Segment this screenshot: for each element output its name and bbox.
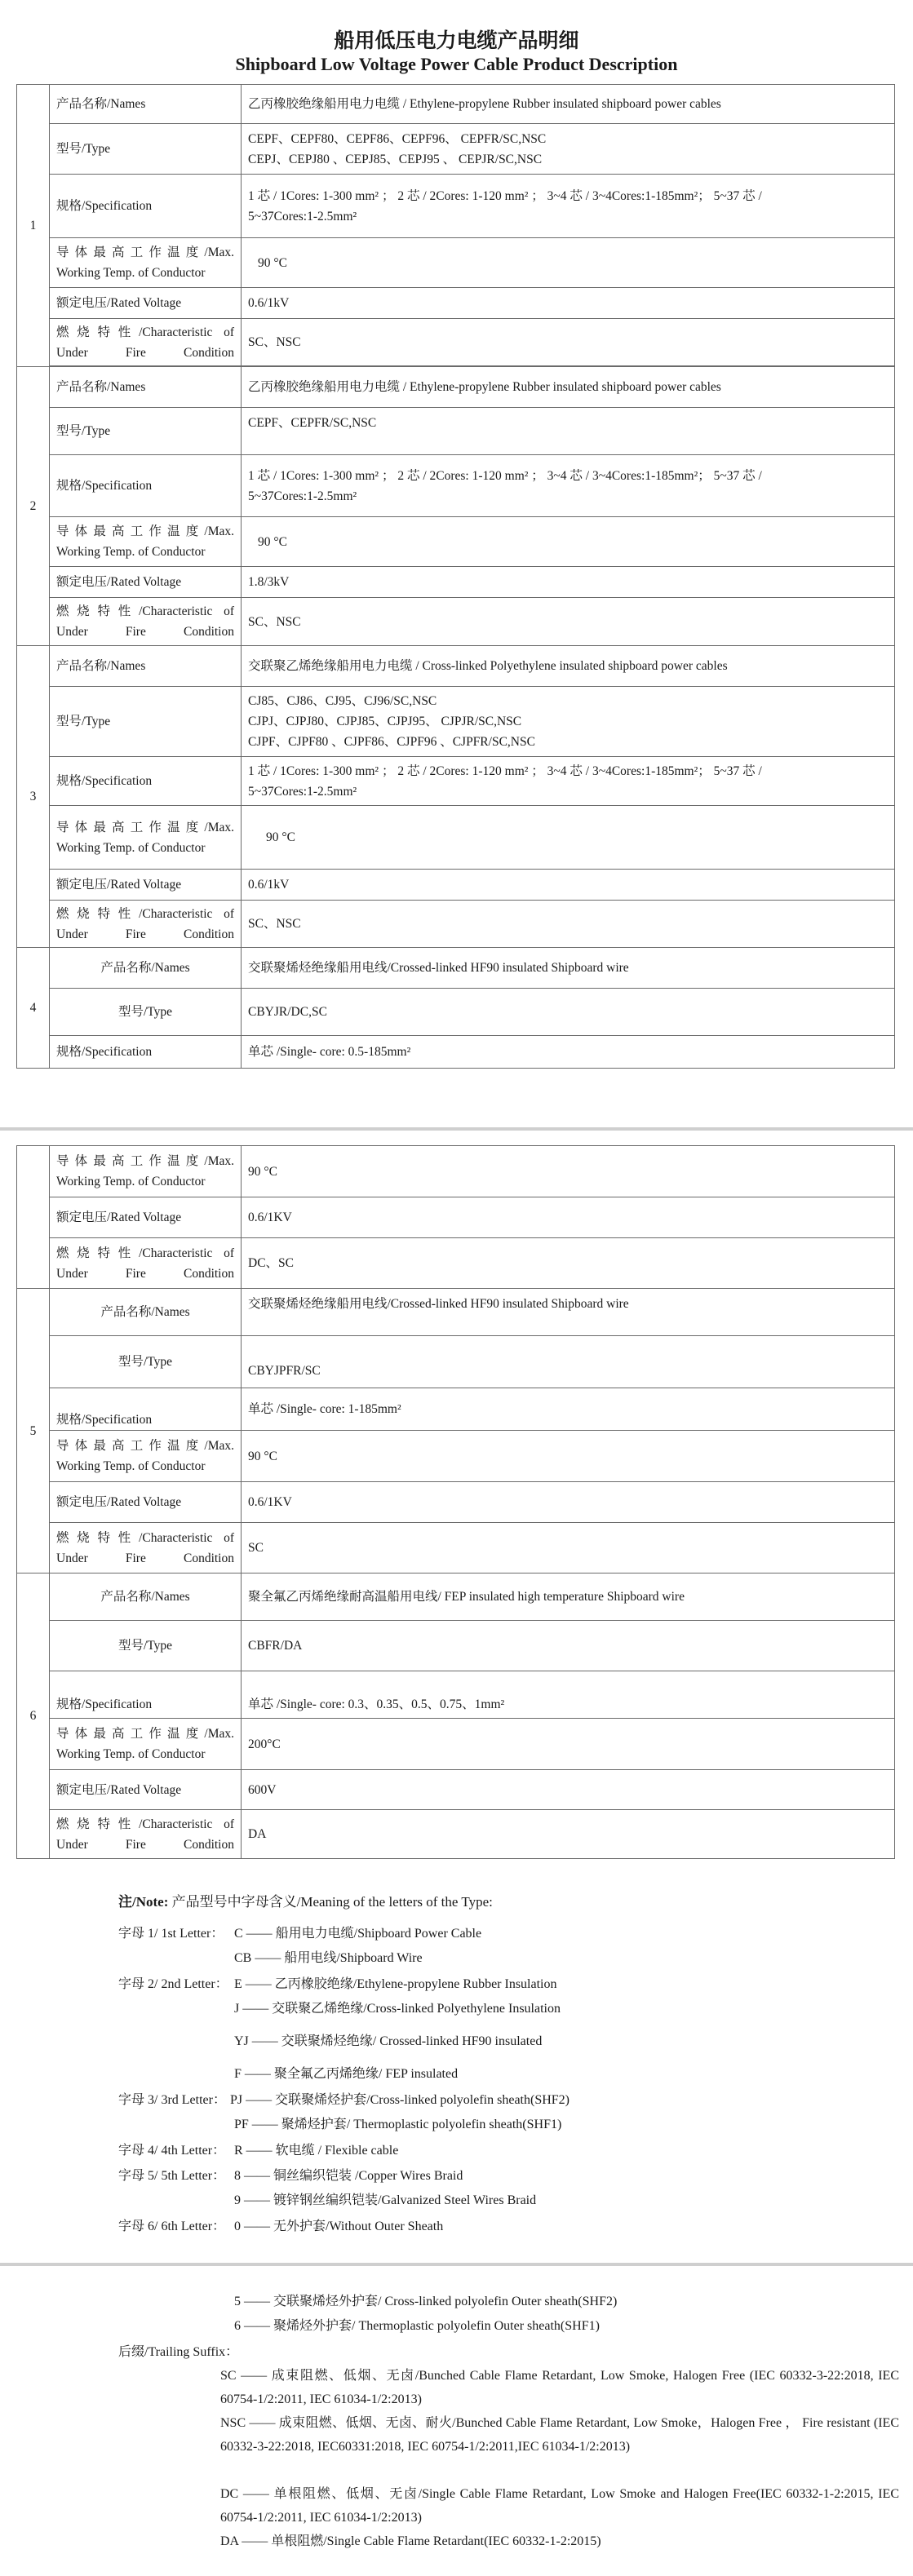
product-temp: 200°C	[242, 1719, 895, 1770]
voltage-label: 额定电压/Rated Voltage	[50, 288, 242, 319]
product-number: 1	[17, 85, 50, 367]
voltage-label: 额定电压/Rated Voltage	[50, 870, 242, 901]
table-row	[17, 517, 895, 567]
notes-heading-line	[118, 1890, 493, 1910]
product-fire: DA	[242, 1810, 895, 1859]
table-row	[17, 901, 895, 948]
table-row	[17, 687, 895, 757]
temp-label-line: 导体最高工作温度/Max.	[56, 246, 234, 259]
outer-sheath-item: 5 —— 交联聚烯烃外护套/ Cross-linked polyolefin Outer sheath(SHF2)	[234, 2295, 618, 2308]
spec-line: 5~37Cores:1-2.5mm²	[248, 489, 357, 503]
temp-label-line: 导体最高工作温度/Max.	[56, 524, 234, 538]
letter-6-label: 字母 6/ 6th Letter：	[118, 2220, 226, 2233]
type-label: 型号/Type	[50, 989, 242, 1036]
spec-label: 规格/Specification	[50, 175, 242, 238]
table-row	[17, 455, 895, 517]
page-title-en: Shipboard Low Voltage Power Cable Product Description	[235, 54, 678, 74]
letter-1-label: 字母 1/ 1st Letter：	[118, 1927, 224, 1941]
product-temp: 90 °C	[242, 1431, 895, 1482]
table-row	[17, 1146, 895, 1197]
product-temp: 90 °C	[242, 517, 895, 567]
table-row	[17, 367, 895, 408]
fire-label	[50, 1810, 242, 1859]
type-line: CEPJ、CEPJ80 、CEPJ85、CEPJ95 、 CEPJR/SC,NSC	[248, 152, 543, 166]
notes-heading-text: 产品型号中字母含义/Meaning of the letters of the Type:	[168, 1894, 493, 1910]
temp-label-line: Working Temp. of Conductor	[56, 840, 206, 855]
temp-label	[50, 1146, 242, 1197]
fire-label-line: 燃烧特性/Characteristic of	[56, 325, 234, 339]
names-label: 产品名称/Names	[50, 948, 242, 989]
product-fire: SC、NSC	[242, 319, 895, 366]
product-number-continued	[17, 1146, 50, 1289]
suffix-label: 后缀/Trailing Suffix：	[118, 2345, 239, 2359]
table-row	[17, 1770, 895, 1810]
product-number: 2	[17, 367, 50, 646]
spec-line: 5~37Cores:1-2.5mm²	[248, 784, 357, 799]
temp-label	[50, 517, 242, 567]
product-spec: 单芯 /Single- core: 0.5-185mm²	[242, 1036, 895, 1069]
table-row	[17, 1238, 895, 1289]
product-fire: DC、SC	[242, 1238, 895, 1289]
product-voltage: 0.6/1KV	[242, 1482, 895, 1523]
fire-label-line: 燃烧特性/Characteristic of	[56, 604, 234, 618]
fire-label	[50, 901, 242, 948]
names-label: 产品名称/Names	[50, 1573, 242, 1621]
fire-label-line: Under Fire Condition	[56, 1837, 234, 1852]
product-type: CEPF、CEPFR/SC,NSC	[242, 408, 895, 455]
table-row	[17, 1810, 895, 1859]
product-name: 交联聚烯烃绝缘船用电线/Crossed-linked HF90 insulated Shipboard wire	[242, 948, 895, 989]
type-label: 型号/Type	[50, 1336, 242, 1388]
names-label: 产品名称/Names	[50, 367, 242, 408]
product-voltage: 600V	[242, 1770, 895, 1810]
product-name: 交联聚烯烃绝缘船用电线/Crossed-linked HF90 insulated Shipboard wire	[242, 1289, 895, 1336]
product-fire: SC、NSC	[242, 598, 895, 646]
product-temp: 90 °C	[242, 238, 895, 288]
table-row	[17, 646, 895, 687]
spec-line: 1 芯 / 1Cores: 1-300 mm² ； 2 芯 / 2Cores: 1-120 mm² ； 3~4 芯 / 3~4Cores:1-185mm²； 5~37 芯 /	[248, 468, 762, 483]
letter-2-label: 字母 2/ 2nd Letter：	[118, 1977, 228, 1991]
suffix-da: DA —— 单根阻燃/Single Cable Flame Retardant(IEC 60332-1-2:2015)	[220, 2534, 601, 2548]
table-row	[17, 757, 895, 806]
table-row	[17, 238, 895, 288]
table-row	[17, 124, 895, 175]
table-row	[17, 85, 895, 124]
type-label: 型号/Type	[50, 687, 242, 757]
product-number: 4	[17, 948, 50, 1069]
letter-3-label: 字母 3/ 3rd Letter：	[118, 2093, 226, 2107]
product-type: CBYJR/DC,SC	[242, 989, 895, 1036]
temp-label-line: Working Temp. of Conductor	[56, 266, 206, 280]
table-row	[17, 408, 895, 455]
voltage-label: 额定电压/Rated Voltage	[50, 1482, 242, 1523]
fire-label	[50, 598, 242, 646]
table-row	[17, 288, 895, 319]
table-row	[17, 1621, 895, 1671]
product-number: 6	[17, 1573, 50, 1859]
spec-line: 1 芯 / 1Cores: 1-300 mm² ； 2 芯 / 2Cores: 1-120 mm² ； 3~4 芯 / 3~4Cores:1-185mm²； 5~37 芯 /	[248, 188, 762, 203]
type-line: CJPJ、CJPJ80、CJPJ85、CJPJ95、 CJPJR/SC,NSC	[248, 715, 522, 728]
fire-label-line: 燃烧特性/Characteristic of	[56, 1530, 234, 1545]
fire-label-line: 燃烧特性/Characteristic of	[56, 1246, 234, 1260]
letter-5-label: 字母 5/ 5th Letter：	[118, 2169, 226, 2183]
table-row	[17, 989, 895, 1036]
spec-label: 规格/Specification	[50, 1671, 242, 1719]
voltage-label: 额定电压/Rated Voltage	[50, 567, 242, 598]
page-separator	[0, 2263, 913, 2266]
temp-label-line: 导体最高工作温度/Max.	[56, 1439, 234, 1453]
temp-label-line: 导体最高工作温度/Max.	[56, 1727, 234, 1741]
product-type: CBYJPFR/SC	[242, 1336, 895, 1388]
letter-1-item: C —— 船用电力电缆/Shipboard Power Cable	[234, 1927, 482, 1941]
temp-label-line: 导体最高工作温度/Max.	[56, 1154, 234, 1168]
fire-label	[50, 1238, 242, 1289]
temp-label-line: Working Temp. of Conductor	[56, 545, 206, 559]
product-name: 乙丙橡胶绝缘船用电力电缆 / Ethylene-propylene Rubber insulated shipboard power cables	[242, 367, 895, 408]
table-row	[17, 567, 895, 598]
voltage-label: 额定电压/Rated Voltage	[50, 1197, 242, 1238]
product-type	[242, 124, 895, 175]
type-line: CJPF、CJPF80 、CJPF86、CJPF96 、CJPFR/SC,NSC	[248, 735, 535, 749]
letter-5-item: 9 —— 镀锌钢丝编织铠装/Galvanized Steel Wires Braid	[234, 2193, 537, 2207]
product-spec: 单芯 /Single- core: 0.3、0.35、0.5、0.75、1mm²	[242, 1671, 895, 1719]
letter-4-label: 字母 4/ 4th Letter：	[118, 2144, 226, 2158]
product-spec	[242, 455, 895, 517]
product-fire: SC	[242, 1523, 895, 1573]
names-label: 产品名称/Names	[50, 85, 242, 124]
product-name: 乙丙橡胶绝缘船用电力电缆 / Ethylene-propylene Rubber insulated shipboard power cables	[242, 85, 895, 124]
temp-label	[50, 238, 242, 288]
product-number: 5	[17, 1289, 50, 1573]
letter-1-item: CB —— 船用电线/Shipboard Wire	[234, 1951, 423, 1965]
fire-label-line: 燃烧特性/Characteristic of	[56, 1817, 234, 1831]
product-table-page2	[16, 1145, 895, 1859]
product-table-page1	[16, 84, 895, 1069]
table-row	[17, 1289, 895, 1336]
letter-2-item: YJ —— 交联聚烯烃绝缘/ Crossed-linked HF90 insulated	[234, 2034, 543, 2048]
product-fire: SC、NSC	[242, 901, 895, 948]
letter-3-item: PF —— 聚烯烃护套/ Thermoplastic polyolefin sheath(SHF1)	[234, 2118, 562, 2131]
product-number: 3	[17, 646, 50, 948]
product-name: 交联聚乙烯绝缘船用电力电缆 / Cross-linked Polyethylene insulated shipboard power cables	[242, 646, 895, 687]
letter-4-item: R —— 软电缆 / Flexible cable	[234, 2144, 399, 2158]
table-row	[17, 806, 895, 870]
fire-label-line: Under Fire Condition	[56, 1551, 234, 1565]
letter-6-item: 0 —— 无外护套/Without Outer Sheath	[234, 2220, 444, 2233]
suffix-sc: SC —— 成束阻燃、低烟、无卤/Bunched Cable Flame Retardant, Low Smoke, Halogen Free (IEC 60332-3-22:2018, IEC 60754-1/2:2011, IEC 61034-1/2:2013)	[220, 2369, 899, 2406]
table-row	[17, 1482, 895, 1523]
spec-label: 规格/Specification	[50, 757, 242, 806]
spec-label: 规格/Specification	[50, 1036, 242, 1069]
fire-label-line: Under Fire Condition	[56, 345, 234, 360]
names-label: 产品名称/Names	[50, 1289, 242, 1336]
table-row	[17, 948, 895, 989]
fire-label-line: Under Fire Condition	[56, 625, 234, 639]
table-row	[17, 870, 895, 901]
table-row	[17, 319, 895, 366]
letter-5-item: 8 —— 铜丝编织铠装 /Copper Wires Braid	[234, 2169, 463, 2183]
table-row	[17, 1671, 895, 1719]
names-label: 产品名称/Names	[50, 646, 242, 687]
temp-label	[50, 1431, 242, 1482]
fire-label-line: Under Fire Condition	[56, 1266, 234, 1281]
type-label: 型号/Type	[50, 408, 242, 455]
table-row	[17, 1036, 895, 1069]
spec-line: 5~37Cores:1-2.5mm²	[248, 209, 357, 224]
letter-3-item: PJ —— 交联聚烯烃护套/Cross-linked polyolefin sheath(SHF2)	[230, 2093, 570, 2107]
product-spec: 单芯 /Single- core: 1-185mm²	[242, 1388, 895, 1431]
type-label: 型号/Type	[50, 124, 242, 175]
product-type: CBFR/DA	[242, 1621, 895, 1671]
table-row	[17, 175, 895, 238]
fire-label	[50, 319, 242, 366]
table-row	[17, 1388, 895, 1431]
type-line: CEPF、CEPF80、CEPF86、CEPF96、 CEPFR/SC,NSC	[248, 131, 547, 146]
spec-label: 规格/Specification	[50, 455, 242, 517]
product-temp: 90 °C	[242, 806, 895, 870]
temp-label-line: 导体最高工作温度/Max.	[56, 820, 234, 834]
table-row	[17, 1336, 895, 1388]
outer-sheath-item: 6 —— 聚烯烃外护套/ Thermoplastic polyolefin Outer sheath(SHF1)	[234, 2319, 600, 2333]
letter-2-item: J —— 交联聚乙烯绝缘/Cross-linked Polyethylene Insulation	[234, 2002, 561, 2016]
temp-label-line: Working Temp. of Conductor	[56, 1175, 206, 1188]
temp-label-line: Working Temp. of Conductor	[56, 1747, 206, 1761]
spec-label: 规格/Specification	[50, 1388, 242, 1431]
fire-label-line: Under Fire Condition	[56, 927, 234, 941]
product-spec	[242, 175, 895, 238]
table-row	[17, 1197, 895, 1238]
product-name: 聚全氟乙丙烯绝缘耐高温船用电线/ FEP insulated high temperature Shipboard wire	[242, 1573, 895, 1621]
voltage-label: 额定电压/Rated Voltage	[50, 1770, 242, 1810]
type-label: 型号/Type	[50, 1621, 242, 1671]
table-row	[17, 1719, 895, 1770]
notes-heading: 注/Note:	[118, 1894, 169, 1910]
suffix-nsc: NSC —— 成束阻燃、低烟、无卤、耐火/Bunched Cable Flame Retardant, Low Smoke，Halogen Free ， Fire resistant (IEC 60332-3-22:2018, IEC60331:2018, IEC 60754-1/2:2011,IEC 61034-1/2:2013)	[220, 2416, 899, 2454]
fire-label-line: 燃烧特性/Characteristic of	[56, 906, 234, 921]
table-row	[17, 1523, 895, 1573]
letter-2-item: F —— 聚全氟乙丙烯绝缘/ FEP insulated	[234, 2067, 459, 2081]
suffix-dc: DC —— 单根阻燃、低烟、无卤/Single Cable Flame Retardant, Low Smoke and Halogen Free(IEC 60332-1-2:2015, IEC 60754-1/2:2011, IEC 61034-1/2:2013)	[220, 2487, 899, 2525]
type-line: CJ85、CJ86、CJ95、CJ96/SC,NSC	[248, 694, 437, 708]
table-row	[17, 1573, 895, 1621]
product-type	[242, 687, 895, 757]
table-row	[17, 1431, 895, 1482]
product-voltage: 0.6/1KV	[242, 1197, 895, 1238]
spec-line: 1 芯 / 1Cores: 1-300 mm² ； 2 芯 / 2Cores: 1-120 mm² ； 3~4 芯 / 3~4Cores:1-185mm²； 5~37 芯 /	[248, 764, 762, 778]
product-spec	[242, 757, 895, 806]
temp-label-line: Working Temp. of Conductor	[56, 1459, 206, 1473]
temp-label	[50, 806, 242, 870]
page-separator	[0, 1127, 913, 1131]
fire-label	[50, 1523, 242, 1573]
product-voltage: 0.6/1kV	[242, 288, 895, 319]
product-voltage: 1.8/3kV	[242, 567, 895, 598]
table-row	[17, 598, 895, 646]
page-title-cn: 船用低压电力电缆产品明细	[334, 29, 579, 52]
product-voltage: 0.6/1kV	[242, 870, 895, 901]
product-temp: 90 °C	[242, 1146, 895, 1197]
letter-2-item: E —— 乙丙橡胶绝缘/Ethylene-propylene Rubber Insulation	[234, 1977, 557, 1991]
temp-label	[50, 1719, 242, 1770]
